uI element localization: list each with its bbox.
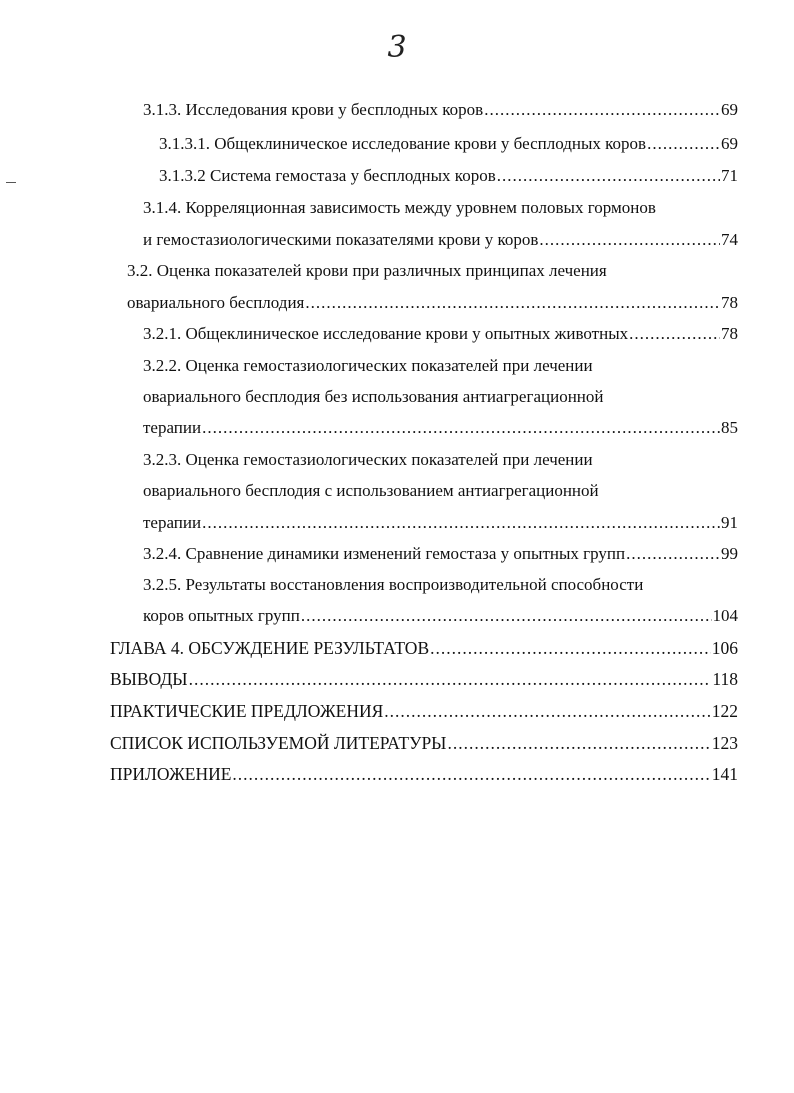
toc-entry: [0, 666, 738, 692]
toc-entry: [0, 541, 738, 567]
toc-entry-title: 3.2.4. Сравнение динамики изменений гемостаза у опытных групп: [143, 544, 626, 563]
toc-entry-page: 106: [711, 638, 738, 658]
toc-entry: [0, 603, 738, 629]
toc-leader-dots: [232, 761, 710, 787]
toc-leader-dots: [539, 227, 720, 253]
toc-entry-title: терапии: [143, 418, 202, 437]
toc-entry-title: 3.2.5. Результаты восстановления воспроизводительной способности: [143, 575, 644, 594]
toc-entry-page: 91: [721, 513, 738, 532]
toc-entry-title: 3.1.3.2 Система гемостаза у бесплодных коров: [159, 166, 496, 185]
toc-entry: [0, 290, 738, 316]
toc-entry-page: 74: [721, 230, 738, 249]
toc-entry: [0, 698, 738, 724]
toc-entry-title: коров опытных групп: [143, 606, 300, 625]
toc-entry-page: 78: [721, 293, 738, 312]
toc-leader-dots: [202, 510, 720, 536]
toc-entry-title: овариального бесплодия: [127, 293, 305, 312]
toc-entry-page: 104: [712, 606, 738, 625]
toc-entry-title: 3.1.4. Корреляционная зависимость между уровнем половых гормонов: [143, 198, 656, 217]
toc-entry-page: 141: [711, 764, 738, 784]
toc-leader-dots: [202, 415, 720, 441]
toc-entry-title: ГЛАВА 4. ОБСУЖДЕНИЕ РЕЗУЛЬТАТОВ: [110, 638, 430, 658]
toc-leader-dots: [189, 666, 712, 692]
toc-entry: [0, 478, 738, 504]
toc-entry: [0, 384, 738, 410]
toc-entry-title: овариального бесплодия без использования антиагрегационной: [143, 387, 604, 406]
toc-leader-dots: [384, 698, 710, 724]
toc-entry-title: СПИСОК ИСПОЛЬЗУЕМОЙ ЛИТЕРАТУРЫ: [110, 733, 447, 753]
toc-entry-title: ВЫВОДЫ: [110, 669, 188, 689]
toc-entry: [0, 258, 738, 284]
toc-leader-dots: [626, 541, 720, 567]
toc-entry: [0, 572, 738, 598]
toc-entry: [0, 195, 738, 221]
toc-entry-title: терапии: [143, 513, 202, 532]
toc-entry-title: ПРАКТИЧЕСКИЕ ПРЕДЛОЖЕНИЯ: [110, 701, 384, 721]
toc-leader-dots: [484, 97, 720, 123]
toc-entry-title: ПРИЛОЖЕНИЕ: [110, 764, 232, 784]
toc-entry: [0, 447, 738, 473]
page-number: 3: [387, 30, 407, 65]
toc-entry: [0, 131, 738, 157]
toc-entry-title: 3.2.2. Оценка гемостазиологических показателей при лечении: [143, 356, 593, 375]
toc-entry-page: 118: [712, 669, 738, 689]
toc-entry: [0, 730, 738, 756]
toc-entry-page: 71: [721, 166, 738, 185]
toc-entry-title: и гемостазиологическими показателями крови у коров: [143, 230, 539, 249]
toc-entry-page: 123: [711, 733, 738, 753]
toc-entry-page: 69: [721, 134, 738, 153]
toc-entry-page: 69: [721, 100, 738, 119]
toc-entry: [0, 510, 738, 536]
toc-leader-dots: [497, 163, 720, 189]
toc-leader-dots: [629, 321, 720, 347]
toc-leader-dots: [301, 603, 712, 629]
toc-entry-page: 85: [721, 418, 738, 437]
toc-entry-title: 3.2. Оценка показателей крови при различных принципах лечения: [127, 261, 607, 280]
toc-entry: [0, 761, 738, 787]
toc-entry-title: 3.2.1. Общеклиническое исследование крови у опытных животных: [143, 324, 629, 343]
toc-entry-title: 3.2.3. Оценка гемостазиологических показателей при лечении: [143, 450, 593, 469]
toc-entry-page: 78: [721, 324, 738, 343]
toc-entry-page: 122: [711, 701, 738, 721]
toc-leader-dots: [430, 635, 711, 661]
toc-leader-dots: [305, 290, 720, 316]
toc-entry: [0, 321, 738, 347]
toc-leader-dots: [647, 131, 720, 157]
toc-entry: [0, 353, 738, 379]
toc-entry-title: 3.1.3.1. Общеклиническое исследование крови у бесплодных коров: [159, 134, 647, 153]
toc-entry-page: 99: [721, 544, 738, 563]
toc-entry: [0, 163, 738, 189]
toc-entry-title: овариального бесплодия с использованием антиагрегационной: [143, 481, 599, 500]
toc-entry: [0, 97, 738, 123]
toc-entry: [0, 415, 738, 441]
toc-entry-title: 3.1.3. Исследования крови у бесплодных коров: [143, 100, 484, 119]
toc-entry: [0, 635, 738, 661]
toc-leader-dots: [447, 730, 710, 756]
toc-entry: [0, 227, 738, 253]
